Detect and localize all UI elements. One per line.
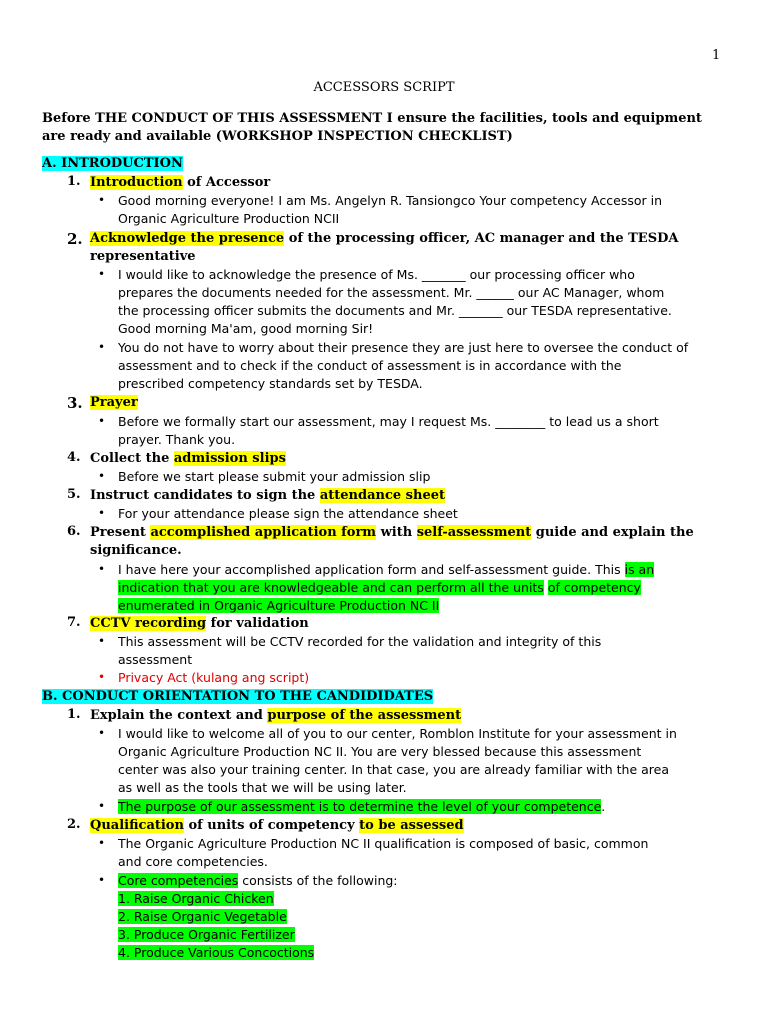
item-a5-heading: Instruct candidates to sign the attendance sheet — [90, 488, 445, 503]
bullet-text: I have here your accomplished application form and self-assessment guide. This is an — [118, 562, 655, 577]
item-a1-heading: Introduction of Accessor — [90, 175, 271, 190]
page-number: 1 — [712, 48, 721, 63]
bullet-text: prepares the documents needed for the assessment. Mr. ______ our AC Manager, whom — [118, 285, 665, 300]
bullet-icon: • — [98, 836, 106, 850]
intro-paragraph — [42, 110, 732, 146]
item-b1-heading: Explain the context and purpose of the assessment — [90, 708, 462, 723]
section-a-heading: A. INTRODUCTION — [42, 156, 183, 171]
item-number: 7. — [67, 615, 81, 630]
bullet-icon: • — [98, 726, 106, 740]
bullet-text: Core competencies consists of the following: — [118, 873, 398, 888]
item-a7-heading: CCTV recording for validation — [90, 616, 309, 631]
item-number: 5. — [67, 487, 81, 502]
bullet-text: the processing officer submits the documents and Mr. _______ our TESDA representative. — [118, 303, 672, 318]
intro-line: are ready and available (WORKSHOP INSPECTION CHECKLIST) — [42, 129, 513, 144]
bullet-text: center was also your training center. In that case, you are already familiar with the area — [118, 762, 670, 777]
core-item: 4. Produce Various Concoctions — [118, 945, 315, 960]
item-b2-heading: Qualification of units of competency to be assessed — [90, 818, 464, 833]
item-a6-heading: Present accomplished application form with self-assessment guide and explain the — [90, 525, 694, 540]
item-a4-heading: Collect the admission slips — [90, 451, 286, 466]
item-number: 3. — [67, 394, 83, 412]
item-a2-heading-cont: representative — [90, 249, 196, 264]
core-item: 3. Produce Organic Fertilizer — [118, 927, 295, 942]
bullet-text: prescribed competency standards set by TESDA. — [118, 376, 423, 391]
bullet-text-red: Privacy Act (kulang ang script) — [118, 670, 310, 685]
bullet-icon: • — [98, 469, 106, 483]
bullet-icon: • — [98, 414, 106, 428]
bullet-text: enumerated in Organic Agriculture Production NC II — [118, 598, 440, 613]
bullet-icon: • — [98, 562, 106, 576]
item-number: 4. — [67, 450, 81, 465]
bullet-text: Good morning everyone! I am Ms. Angelyn R. Tansiongco Your competency Accessor in — [118, 193, 663, 208]
item-number: 2. — [67, 817, 81, 832]
item-a6-heading-cont: significance. — [90, 543, 182, 558]
bullet-text: I would like to acknowledge the presence of Ms. _______ our processing officer who — [118, 267, 635, 282]
bullet-text: Before we formally start our assessment, may I request Ms. ________ to lead us a short — [118, 414, 659, 429]
bullet-text: I would like to welcome all of you to our center, Romblon Institute for your assessment in — [118, 726, 677, 741]
core-item: 1. Raise Organic Chicken — [118, 891, 274, 906]
bullet-text: Before we start please submit your admission slip — [118, 469, 431, 484]
item-a3-heading: Prayer — [90, 395, 138, 410]
item-number: 1. — [67, 174, 81, 189]
bullet-icon: • — [98, 506, 106, 520]
bullet-text: The purpose of our assessment is to determine the level of your competence. — [118, 799, 606, 814]
item-number: 1. — [67, 707, 81, 722]
bullet-icon: • — [98, 634, 106, 648]
bullet-text: You do not have to worry about their presence they are just here to oversee the conduct of — [118, 340, 689, 355]
bullet-text: assessment and to check if the conduct of assessment is in accordance with the — [118, 358, 622, 373]
bullet-icon: • — [98, 340, 106, 354]
item-a2-heading: Acknowledge the presence of the processing officer, AC manager and the TESDA — [90, 231, 679, 246]
bullet-icon: • — [98, 267, 106, 281]
intro-line: Before THE CONDUCT OF THIS ASSESSMENT I ensure the facilities, tools and equipment — [42, 111, 702, 126]
bullet-text: indication that you are knowledgeable and can perform all the units of competency — [118, 580, 641, 595]
bullet-text: and core competencies. — [118, 854, 268, 869]
core-item: 2. Raise Organic Vegetable — [118, 909, 287, 924]
bullet-text: For your attendance please sign the attendance sheet — [118, 506, 458, 521]
item-number: 6. — [67, 524, 81, 539]
bullet-text: assessment — [118, 652, 193, 667]
bullet-text: Organic Agriculture Production NC II. You are very blessed because this assessment — [118, 744, 642, 759]
bullet-text: Good morning Ma'am, good morning Sir! — [118, 321, 374, 336]
bullet-icon: • — [98, 873, 106, 887]
bullet-text: Organic Agriculture Production NCII — [118, 211, 340, 226]
item-number: 2. — [67, 230, 83, 248]
bullet-text: prayer. Thank you. — [118, 432, 236, 447]
bullet-icon: • — [98, 193, 106, 207]
bullet-icon: • — [98, 670, 106, 684]
document-title: ACCESSORS SCRIPT — [313, 80, 455, 95]
section-b-heading: B. CONDUCT ORIENTATION TO THE CANDIDIDATES — [42, 689, 434, 704]
bullet-text: The Organic Agriculture Production NC II qualification is composed of basic, common — [118, 836, 649, 851]
bullet-text: This assessment will be CCTV recorded for the validation and integrity of this — [118, 634, 602, 649]
bullet-text: as well as the tools that we will be using later. — [118, 780, 407, 795]
bullet-icon: • — [98, 799, 106, 813]
